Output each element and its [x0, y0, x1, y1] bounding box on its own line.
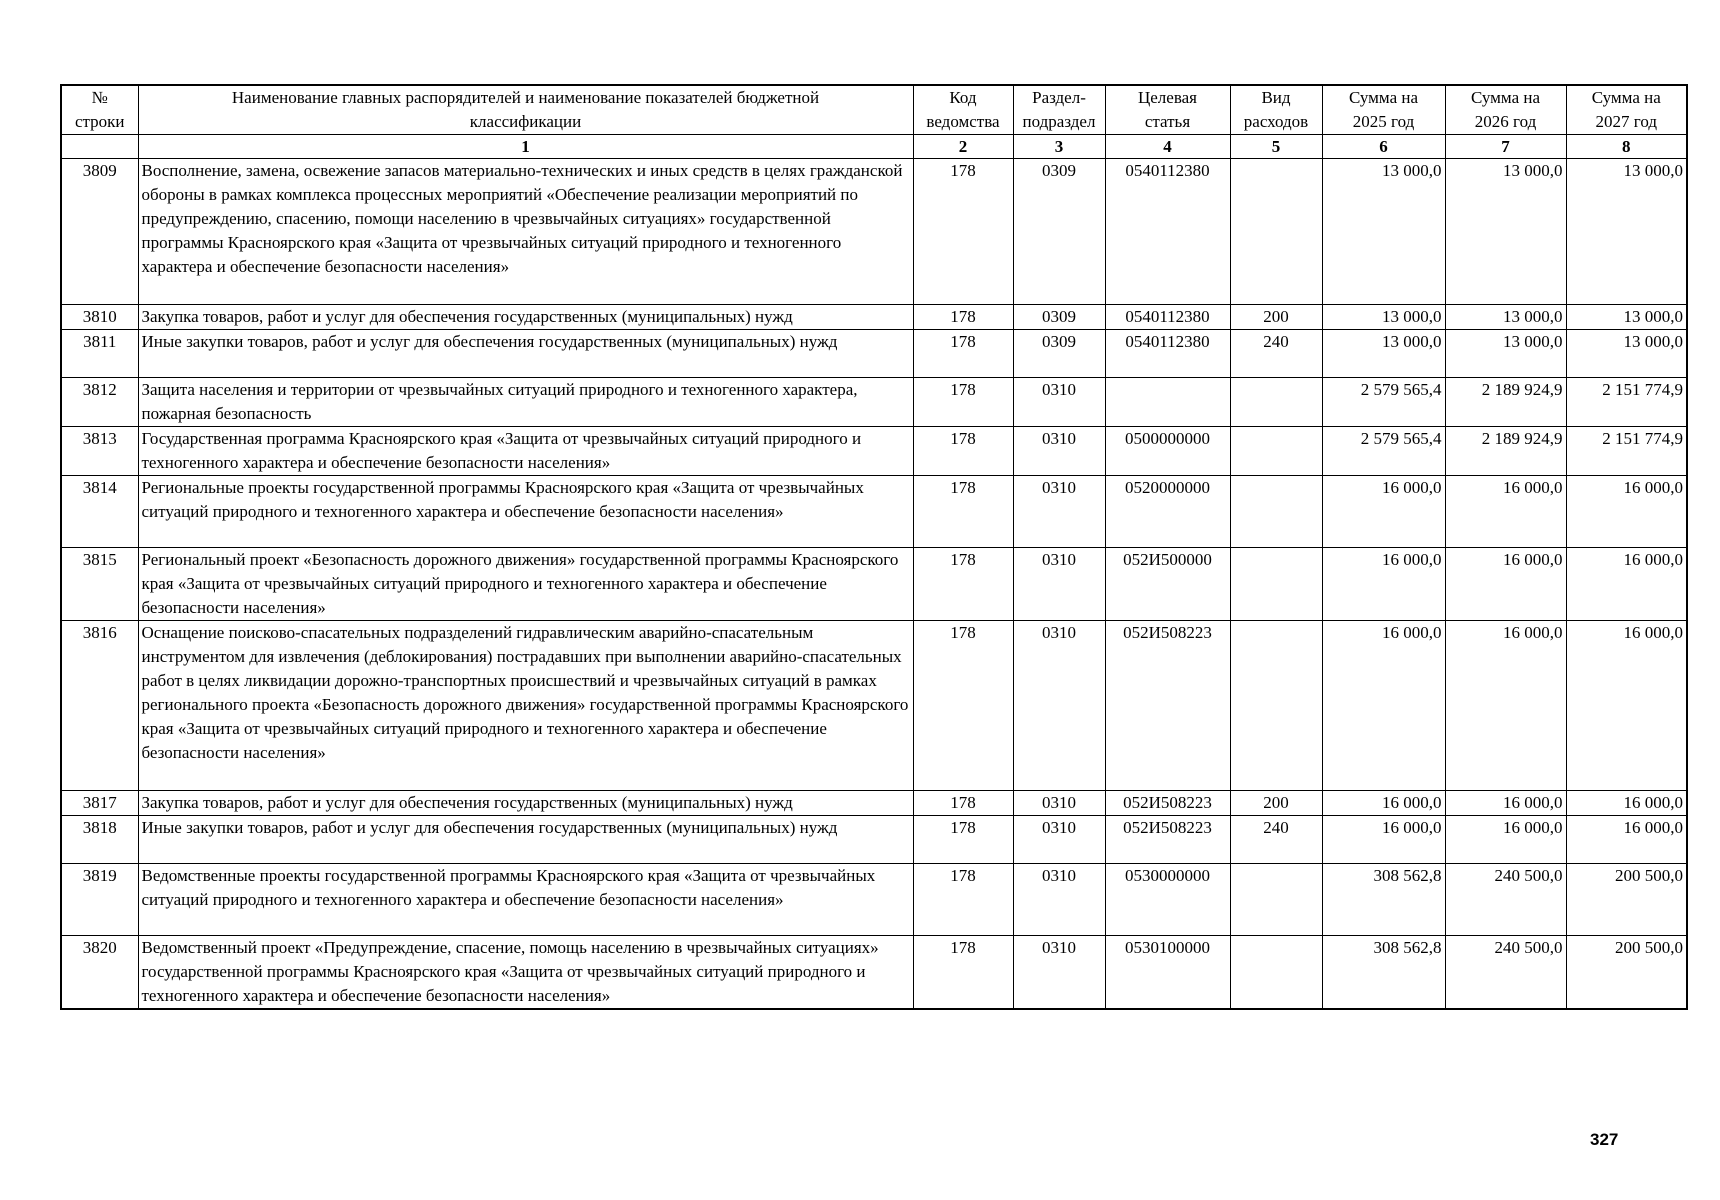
target-article: 052И500000 — [1105, 548, 1230, 621]
expense-type — [1230, 427, 1322, 476]
sum-2025: 16 000,0 — [1322, 476, 1445, 548]
sum-2026: 13 000,0 — [1445, 330, 1566, 378]
table-body — [61, 159, 1687, 1010]
section-code: 0310 — [1013, 378, 1105, 427]
sum-2025: 308 562,8 — [1322, 936, 1445, 1010]
sum-2026: 2 189 924,9 — [1445, 427, 1566, 476]
header-section: Раздел- подраздел — [1013, 85, 1105, 135]
expense-type — [1230, 476, 1322, 548]
target-article — [1105, 378, 1230, 427]
target-article: 0530100000 — [1105, 936, 1230, 1010]
expense-type: 240 — [1230, 330, 1322, 378]
section-code: 0310 — [1013, 548, 1105, 621]
sum-2025: 2 579 565,4 — [1322, 378, 1445, 427]
sum-2026: 16 000,0 — [1445, 548, 1566, 621]
column-number-blank — [61, 135, 138, 159]
row-number: 3817 — [61, 791, 138, 816]
sum-2025: 16 000,0 — [1322, 791, 1445, 816]
dept-code: 178 — [913, 864, 1013, 936]
row-name: Иные закупки товаров, работ и услуг для обеспечения государственных (муниципальных) нужд — [138, 816, 913, 864]
sum-2026: 16 000,0 — [1445, 621, 1566, 791]
table-row — [61, 427, 1687, 476]
sum-2025: 308 562,8 — [1322, 864, 1445, 936]
row-number: 3815 — [61, 548, 138, 621]
sum-2025: 13 000,0 — [1322, 305, 1445, 330]
header-name: Наименование главных распорядителей и наименование показателей бюджетной классификации — [138, 85, 913, 135]
sum-2026: 16 000,0 — [1445, 816, 1566, 864]
column-number: 2 — [913, 135, 1013, 159]
sum-2027: 13 000,0 — [1566, 305, 1687, 330]
row-name: Иные закупки товаров, работ и услуг для обеспечения государственных (муниципальных) нужд — [138, 330, 913, 378]
sum-2026: 2 189 924,9 — [1445, 378, 1566, 427]
sum-2027: 200 500,0 — [1566, 936, 1687, 1010]
section-code: 0310 — [1013, 936, 1105, 1010]
expense-type: 200 — [1230, 791, 1322, 816]
table-row — [61, 548, 1687, 621]
sum-2025: 2 579 565,4 — [1322, 427, 1445, 476]
expense-type — [1230, 378, 1322, 427]
table-row — [61, 378, 1687, 427]
target-article: 052И508223 — [1105, 791, 1230, 816]
row-number: 3819 — [61, 864, 138, 936]
sum-2027: 13 000,0 — [1566, 330, 1687, 378]
row-name: Региональные проекты государственной программы Красноярского края «Защита от чрезвычайных ситуаций природного и техногенного характера и обеспечение безопасности населения» — [138, 476, 913, 548]
dept-code: 178 — [913, 936, 1013, 1010]
row-name: Региональный проект «Безопасность дорожного движения» государственной программы Красноярского края «Защита от чрезвычайных ситуаций природного и техногенного характера и обеспечение безопасности населения» — [138, 548, 913, 621]
sum-2025: 13 000,0 — [1322, 159, 1445, 305]
row-number: 3809 — [61, 159, 138, 305]
table-row — [61, 330, 1687, 378]
expense-type — [1230, 936, 1322, 1010]
sum-2026: 240 500,0 — [1445, 936, 1566, 1010]
expense-type — [1230, 864, 1322, 936]
table-row — [61, 791, 1687, 816]
target-article: 0500000000 — [1105, 427, 1230, 476]
dept-code: 178 — [913, 330, 1013, 378]
section-code: 0310 — [1013, 476, 1105, 548]
dept-code: 178 — [913, 791, 1013, 816]
expense-type — [1230, 621, 1322, 791]
header-sum-2025: Сумма на 2025 год — [1322, 85, 1445, 135]
target-article: 0540112380 — [1105, 330, 1230, 378]
sum-2026: 240 500,0 — [1445, 864, 1566, 936]
row-name: Закупка товаров, работ и услуг для обеспечения государственных (муниципальных) нужд — [138, 791, 913, 816]
header-expense-type: Вид расходов — [1230, 85, 1322, 135]
expense-type: 200 — [1230, 305, 1322, 330]
column-number: 3 — [1013, 135, 1105, 159]
row-name: Защита населения и территории от чрезвычайных ситуаций природного и техногенного характера, пожарная безопасность — [138, 378, 913, 427]
expense-type: 240 — [1230, 816, 1322, 864]
row-number: 3813 — [61, 427, 138, 476]
header-target-article: Целевая статья — [1105, 85, 1230, 135]
table-row — [61, 305, 1687, 330]
row-name: Государственная программа Красноярского края «Защита от чрезвычайных ситуаций природного и техногенного характера и обеспечение безопасности населения» — [138, 427, 913, 476]
row-number: 3811 — [61, 330, 138, 378]
row-name: Ведомственный проект «Предупреждение, спасение, помощь населению в чрезвычайных ситуациях» государственной программы Красноярского края «Защита от чрезвычайных ситуаций природного и техногенного характера и обеспечение безопасности населения» — [138, 936, 913, 1010]
sum-2026: 13 000,0 — [1445, 305, 1566, 330]
header-row-no: № строки — [61, 85, 138, 135]
sum-2027: 2 151 774,9 — [1566, 427, 1687, 476]
row-number: 3810 — [61, 305, 138, 330]
sum-2026: 13 000,0 — [1445, 159, 1566, 305]
section-code: 0309 — [1013, 159, 1105, 305]
column-number: 6 — [1322, 135, 1445, 159]
section-code: 0310 — [1013, 791, 1105, 816]
section-code: 0310 — [1013, 621, 1105, 791]
dept-code: 178 — [913, 378, 1013, 427]
dept-code: 178 — [913, 476, 1013, 548]
row-name: Закупка товаров, работ и услуг для обеспечения государственных (муниципальных) нужд — [138, 305, 913, 330]
sum-2025: 13 000,0 — [1322, 330, 1445, 378]
dept-code: 178 — [913, 548, 1013, 621]
column-number: 8 — [1566, 135, 1687, 159]
row-number: 3818 — [61, 816, 138, 864]
row-name: Восполнение, замена, освежение запасов материально-технических и иных средств в целях гражданской обороны в рамках комплекса процессных мероприятий «Обеспечение реализации мероприятий по предупреждению, спасению, помощи населению в чрезвычайных ситуациях» государственной программы Красноярского края «Защита от чрезвычайных ситуаций природного и техногенного характера и обеспечение безопасности населения» — [138, 159, 913, 305]
row-number: 3812 — [61, 378, 138, 427]
section-code: 0310 — [1013, 864, 1105, 936]
sum-2027: 16 000,0 — [1566, 816, 1687, 864]
table-row — [61, 476, 1687, 548]
section-code: 0309 — [1013, 330, 1105, 378]
table-row — [61, 159, 1687, 305]
table-row — [61, 864, 1687, 936]
sum-2027: 16 000,0 — [1566, 476, 1687, 548]
column-number: 4 — [1105, 135, 1230, 159]
column-number: 1 — [138, 135, 913, 159]
header-dept-code: Код ведомства — [913, 85, 1013, 135]
sum-2027: 16 000,0 — [1566, 548, 1687, 621]
sum-2027: 13 000,0 — [1566, 159, 1687, 305]
budget-table — [60, 84, 1688, 1010]
row-name: Ведомственные проекты государственной программы Красноярского края «Защита от чрезвычайных ситуаций природного и техногенного характера и обеспечение безопасности населения» — [138, 864, 913, 936]
table-row — [61, 936, 1687, 1010]
target-article: 0520000000 — [1105, 476, 1230, 548]
row-number: 3816 — [61, 621, 138, 791]
target-article: 052И508223 — [1105, 621, 1230, 791]
sum-2025: 16 000,0 — [1322, 816, 1445, 864]
page-number: 327 — [1590, 1130, 1619, 1149]
sum-2026: 16 000,0 — [1445, 476, 1566, 548]
section-code: 0310 — [1013, 427, 1105, 476]
dept-code: 178 — [913, 427, 1013, 476]
sum-2027: 16 000,0 — [1566, 791, 1687, 816]
target-article: 052И508223 — [1105, 816, 1230, 864]
row-number: 3820 — [61, 936, 138, 1010]
column-number: 7 — [1445, 135, 1566, 159]
dept-code: 178 — [913, 159, 1013, 305]
expense-type — [1230, 548, 1322, 621]
table-header — [61, 85, 1687, 159]
target-article: 0540112380 — [1105, 305, 1230, 330]
sum-2025: 16 000,0 — [1322, 548, 1445, 621]
section-code: 0309 — [1013, 305, 1105, 330]
table-row — [61, 621, 1687, 791]
target-article: 0530000000 — [1105, 864, 1230, 936]
target-article: 0540112380 — [1105, 159, 1230, 305]
sum-2025: 16 000,0 — [1322, 621, 1445, 791]
sum-2027: 16 000,0 — [1566, 621, 1687, 791]
sum-2027: 2 151 774,9 — [1566, 378, 1687, 427]
row-name: Оснащение поисково-спасательных подразделений гидравлическим аварийно-спасательным инструментом для извлечения (деблокирования) пострадавших при выполнении аварийно-спасательных работ в целях ликвидации дорожно-транспортных происшествий и чрезвычайных ситуаций в рамках регионального проекта «Безопасность дорожного движения» государственной программы Красноярского края «Защита от чрезвычайных ситуаций природного и техногенного характера и обеспечение безопасности населения» — [138, 621, 913, 791]
sum-2027: 200 500,0 — [1566, 864, 1687, 936]
section-code: 0310 — [1013, 816, 1105, 864]
expense-type — [1230, 159, 1322, 305]
table-row — [61, 816, 1687, 864]
dept-code: 178 — [913, 816, 1013, 864]
header-sum-2026: Сумма на 2026 год — [1445, 85, 1566, 135]
dept-code: 178 — [913, 305, 1013, 330]
row-number: 3814 — [61, 476, 138, 548]
dept-code: 178 — [913, 621, 1013, 791]
sum-2026: 16 000,0 — [1445, 791, 1566, 816]
header-sum-2027: Сумма на 2027 год — [1566, 85, 1687, 135]
column-number: 5 — [1230, 135, 1322, 159]
